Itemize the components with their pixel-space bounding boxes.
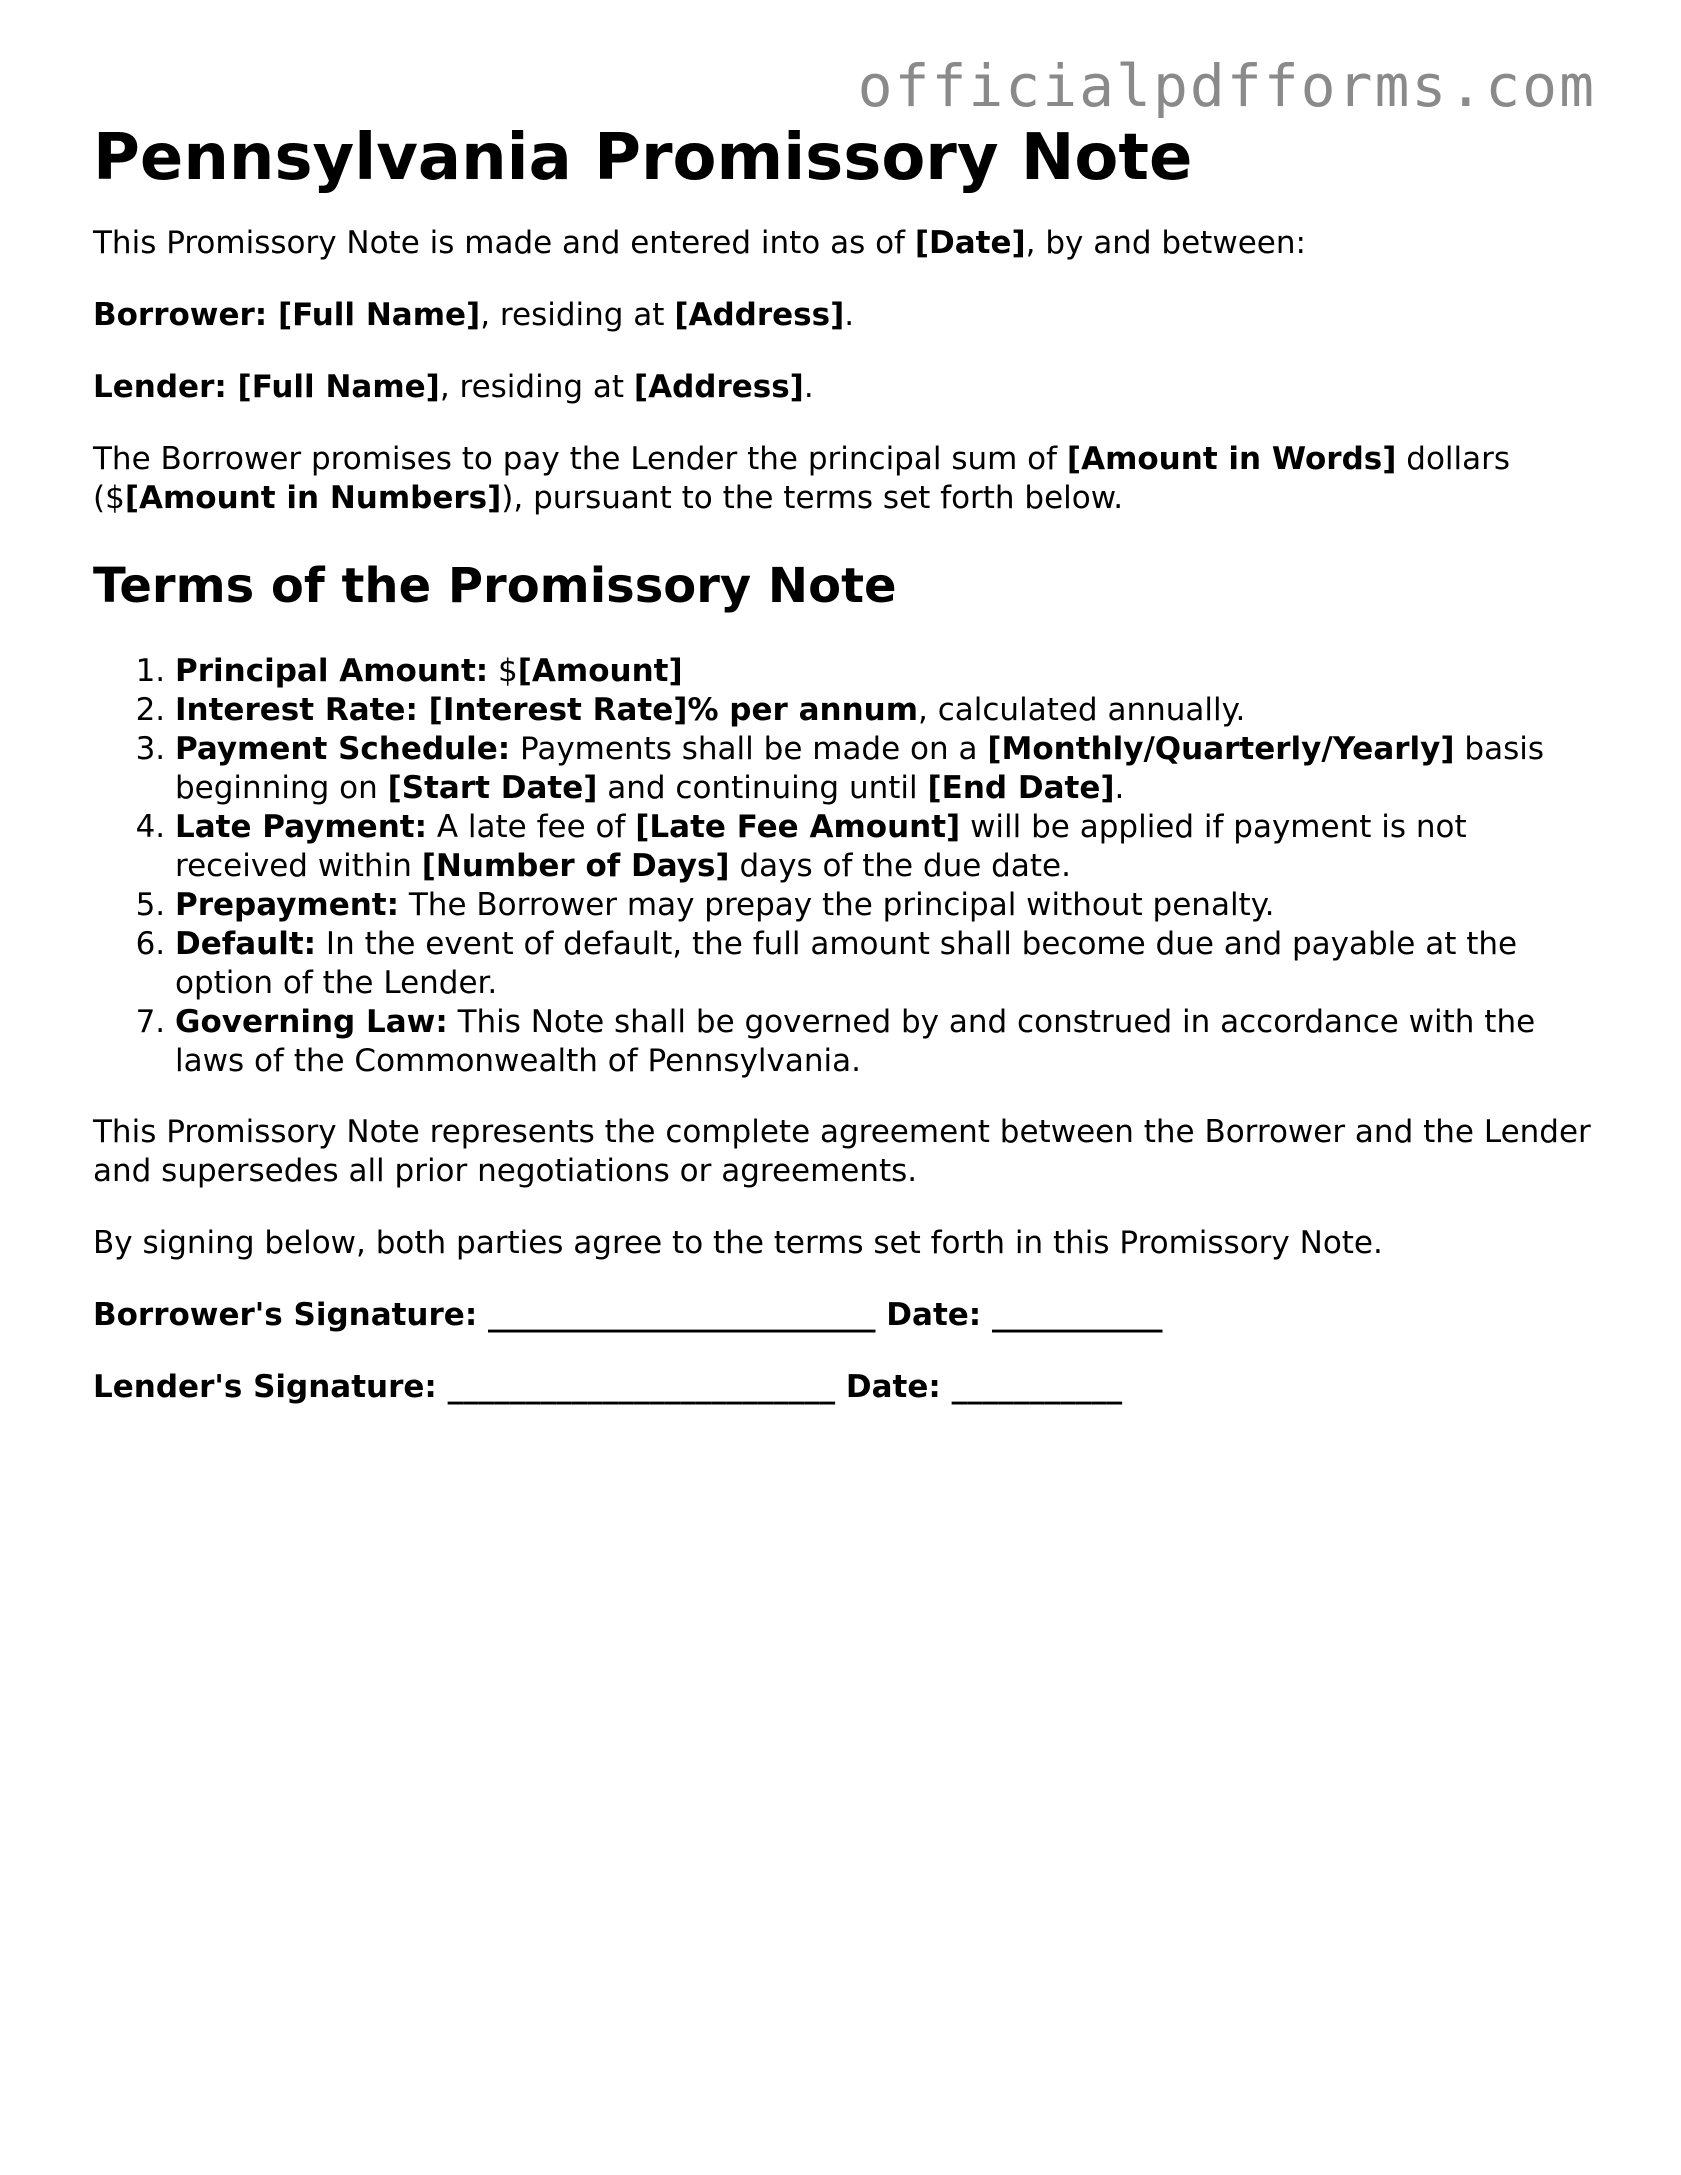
borrower-address: [Address]: [674, 297, 845, 333]
term-label: Principal Amount:: [175, 653, 489, 689]
term-placeholder: [End Date]: [927, 770, 1115, 806]
principal-text-3: ), pursuant to the terms set forth below.: [501, 480, 1124, 516]
document-title: Pennsylvania Promissory Note: [93, 121, 1193, 195]
term-item: [175, 808, 1593, 886]
term-label: Governing Law:: [175, 1004, 448, 1040]
lender-address: [Address]: [633, 369, 804, 405]
term-text: In the event of default, the full amount shall become due and payable at the option of the Lender.: [175, 926, 1518, 1001]
term-placeholder: [Start Date]: [387, 770, 598, 806]
lender-text: , residing at: [439, 369, 634, 405]
term-item: [175, 652, 1593, 691]
borrower-signature-line[interactable]: [93, 1296, 1593, 1335]
borrower-text: , residing at: [480, 297, 675, 333]
lender-label: Lender: [Full Name]: [93, 369, 440, 405]
term-placeholder: [Late Fee Amount]: [635, 809, 961, 845]
term-text: $: [488, 653, 518, 689]
principal-text: The Borrower promises to pay the Lender the principal sum of: [93, 441, 1067, 477]
lender-line: [93, 368, 1593, 407]
lender-text-end: .: [803, 369, 814, 405]
principal-text-2: dollars ($: [93, 441, 1511, 516]
term-text: Payments shall be made on a: [510, 731, 988, 767]
lender-signature-line[interactable]: [93, 1368, 1593, 1407]
term-text: days of the due date.: [729, 848, 1071, 884]
term-text: , calculated annually.: [918, 692, 1246, 728]
term-label: Payment Schedule:: [175, 731, 511, 767]
term-item: [175, 691, 1593, 730]
amount-numbers: [Amount in Numbers]: [124, 480, 502, 516]
borrower-text-end: .: [844, 297, 855, 333]
term-text: The Borrower may prepay the principal without penalty.: [399, 887, 1275, 923]
borrower-label: Borrower: [Full Name]: [93, 297, 481, 333]
term-label: Prepayment:: [175, 887, 400, 923]
intro-text-end: , by and between:: [1025, 225, 1306, 261]
intro-text: This Promissory Note is made and entered into as of: [93, 225, 915, 261]
term-text: and continuing until: [597, 770, 928, 806]
principal-paragraph: [93, 440, 1593, 518]
term-item: [175, 886, 1593, 925]
complete-agreement-paragraph: This Promissory Note represents the complete agreement between the Borrower and the Lender and supersedes all prior negotiations or agreements.: [93, 1114, 1591, 1189]
term-placeholder: [Monthly/Quarterly/Yearly]: [987, 731, 1455, 767]
intro-paragraph: [93, 224, 1593, 263]
document-page: [93, 118, 1593, 1440]
lender-signature-label: Lender's Signature: _________________________ Date: ___________: [93, 1369, 1123, 1405]
watermark: officialpdfforms.com: [857, 52, 1596, 120]
term-placeholder: [Amount]: [517, 653, 683, 689]
signing-statement: By signing below, both parties agree to the terms set forth in this Promissory Note.: [93, 1225, 1383, 1261]
terms-list: [93, 652, 1593, 1081]
terms-heading: Terms of the Promissory Note: [93, 558, 897, 614]
term-placeholder: [Number of Days]: [421, 848, 730, 884]
borrower-line: [93, 296, 1593, 335]
borrower-signature-label: Borrower's Signature: _________________________ Date: ___________: [93, 1297, 1163, 1333]
term-text: basis beginning on: [175, 731, 1544, 806]
term-text: This Note shall be governed by and construed in accordance with the laws of the Commonwealth of Pennsylvania.: [175, 1004, 1536, 1079]
term-text: A late fee of: [426, 809, 636, 845]
term-item: [175, 1003, 1593, 1081]
term-item: [175, 730, 1593, 808]
amount-words: [Amount in Words]: [1066, 441, 1397, 477]
term-label: Late Payment:: [175, 809, 427, 845]
term-label: Default:: [175, 926, 317, 962]
term-label: Interest Rate: [Interest Rate]% per annum: [175, 692, 919, 728]
term-text: will be applied if payment is not received within: [175, 809, 1467, 884]
term-item: [175, 925, 1593, 1003]
date-placeholder: [Date]: [914, 225, 1026, 261]
term-text: .: [1114, 770, 1125, 806]
